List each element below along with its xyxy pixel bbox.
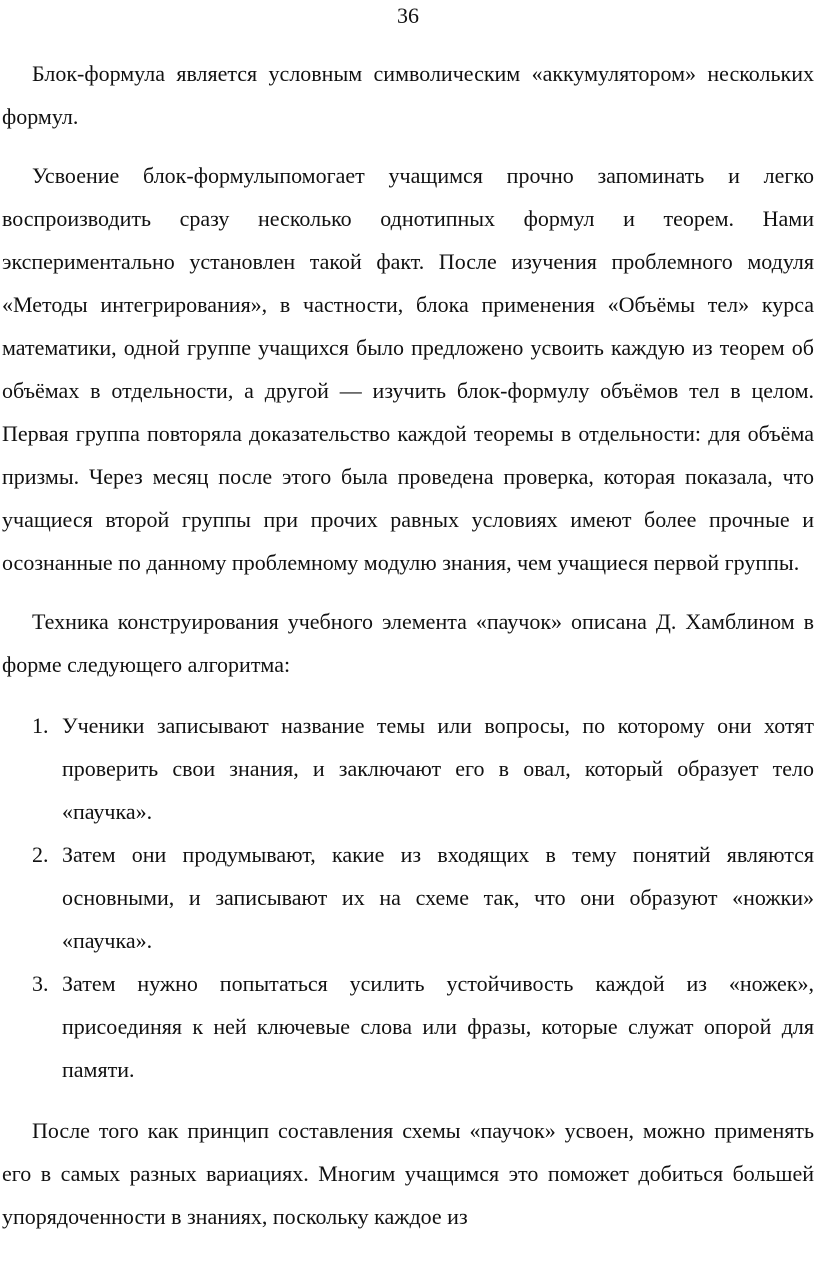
list-item-text: Затем они продумывают, какие из входящих в тему понятий являются основными, и записывают их на схеме так, что они образуют «ножки» «паучка». xyxy=(62,842,814,953)
paragraph-1: Блок-формула является условным символическим «аккумулятором» нескольких формул. xyxy=(2,61,814,129)
paragraph-3: Техника конструирования учебного элемента «паучок» описана Д. Хамблином в форме следующего алгоритма: xyxy=(2,609,814,677)
list-item-number: 1. xyxy=(32,713,49,738)
body-text xyxy=(2,52,814,1238)
list-item-text: Ученики записывают название темы или вопросы, по которому они хотят проверить свои знания, и заключают его в овал, который образует тело «паучка». xyxy=(62,713,814,824)
algorithm-list xyxy=(2,704,814,1091)
page-number: 36 xyxy=(397,3,419,28)
paragraph-4: После того как принцип составления схемы «паучок» усвоен, можно применять его в самых разных вариациях. Многим учащимся это поможет добиться большей упорядоченности в знаниях, поскольку каждое из xyxy=(2,1118,814,1229)
list-item xyxy=(2,962,814,1091)
list-item xyxy=(2,833,814,962)
list-item-text: Затем нужно попытаться усилить устойчивость каждой из «ножек», присоединяя к ней ключевые слова или фразы, которые служат опорой для памяти. xyxy=(62,971,814,1082)
list-item-number: 2. xyxy=(32,842,49,867)
list-item xyxy=(2,704,814,833)
list-item-number: 3. xyxy=(32,971,49,996)
paragraph-2: Усвоение блок-формулыпомогает учащимся прочно запоминать и легко воспроизводить сразу несколько однотипных формул и теорем. Нами экспериментально установлен такой факт. После изучения проблемного модуля «Методы интегрирования», в частности, блока применения «Объёмы тел» курса математики, одной группе учащихся было предложено усвоить каждую из теорем об объёмах в отдельности, а другой — изучить блок-формулу объёмов тел в целом. Первая группа повторяла доказательство каждой теоремы в отдельности: для объёма призмы. Через месяц после этого была проведена проверка, которая показала, что учащиеся второй группы при прочих равных условиях имеют более прочные и осознанные по данному проблемному модулю знания, чем учащиеся первой группы. xyxy=(2,163,814,575)
